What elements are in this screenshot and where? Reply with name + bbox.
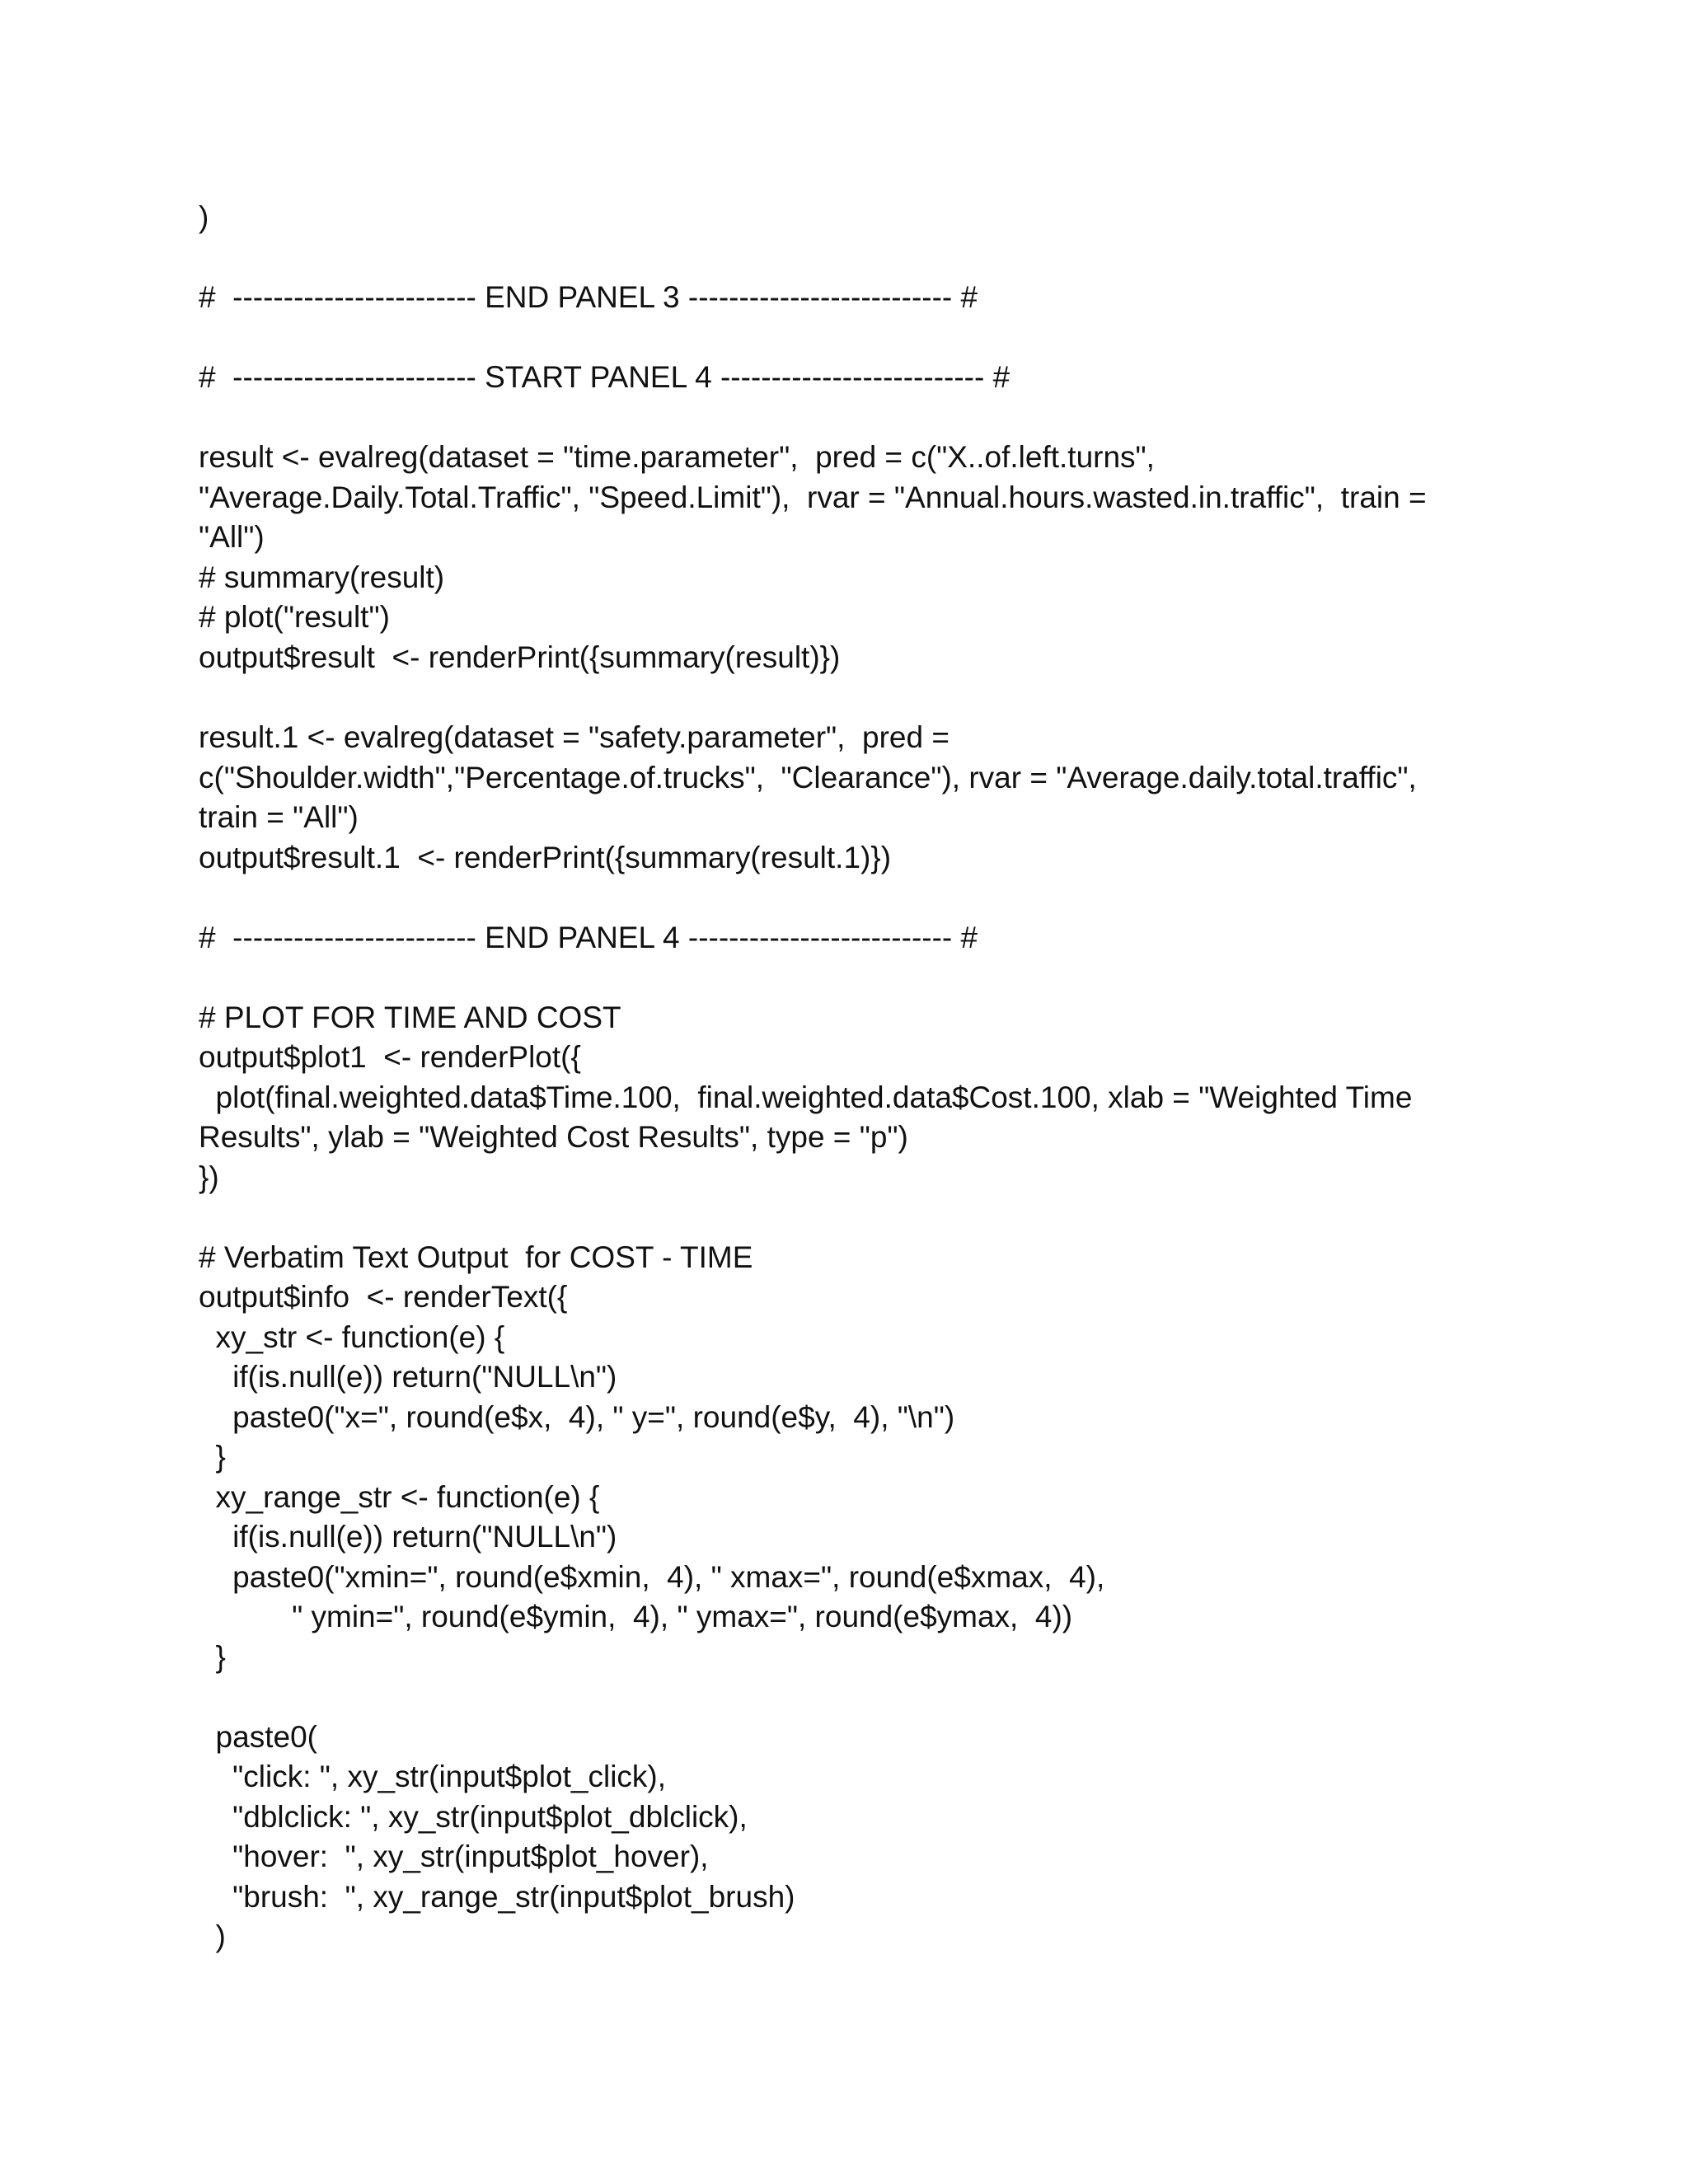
code-line: plot(final.weighted.data$Time.100, final.weighted.data$Cost.100, xlab = "Weighted Time bbox=[199, 1080, 1413, 1114]
code-line: output$result.1 <- renderPrint({summary(result.1)}) bbox=[199, 841, 892, 874]
comment-line-end-panel-4: # ------------------------ END PANEL 4 -------------------------- # bbox=[199, 921, 978, 954]
code-line: output$result <- renderPrint({summary(result)}) bbox=[199, 640, 841, 674]
code-line: train = "All") bbox=[199, 800, 359, 834]
code-line: xy_str <- function(e) { bbox=[199, 1320, 505, 1354]
comment-line-start-panel-4: # ------------------------ START PANEL 4 -------------------------- # bbox=[199, 360, 1010, 394]
code-line: xy_range_str <- function(e) { bbox=[199, 1480, 600, 1514]
code-line: paste0("xmin=", round(e$xmin, 4), " xmax=", round(e$xmax, 4), bbox=[199, 1560, 1105, 1594]
code-line: output$info <- renderText({ bbox=[199, 1280, 568, 1314]
comment-line-plot-heading: # PLOT FOR TIME AND COST bbox=[199, 1001, 621, 1034]
code-line: paste0("x=", round(e$x, 4), " y=", round(e$y, 4), "\n") bbox=[199, 1400, 955, 1434]
code-line: ) bbox=[199, 200, 209, 234]
code-line: if(is.null(e)) return("NULL\n") bbox=[199, 1360, 617, 1394]
code-line: "All") bbox=[199, 520, 265, 554]
code-line: result.1 <- evalreg(dataset = "safety.parameter", pred = bbox=[199, 720, 950, 754]
code-line: output$plot1 <- renderPlot({ bbox=[199, 1040, 581, 1074]
code-line: }) bbox=[199, 1160, 219, 1194]
code-line: if(is.null(e)) return("NULL\n") bbox=[199, 1520, 617, 1554]
comment-line-end-panel-3: # ------------------------ END PANEL 3 -------------------------- # bbox=[199, 280, 978, 314]
code-line: } bbox=[199, 1440, 226, 1474]
code-line: # summary(result) bbox=[199, 560, 445, 594]
code-line: "dblclick: ", xy_str(input$plot_dblclick), bbox=[199, 1800, 748, 1834]
code-line: Results", ylab = "Weighted Cost Results", type = "p") bbox=[199, 1120, 908, 1154]
code-line: paste0( bbox=[199, 1720, 317, 1754]
code-line: "Average.Daily.Total.Traffic", "Speed.Limit"), rvar = "Annual.hours.wasted.in.traffic", train = bbox=[199, 480, 1427, 514]
code-line: "click: ", xy_str(input$plot_click), bbox=[199, 1760, 667, 1793]
comment-line-verbatim-heading: # Verbatim Text Output for COST - TIME bbox=[199, 1240, 753, 1274]
code-line: "brush: ", xy_range_str(input$plot_brush) bbox=[199, 1880, 795, 1914]
code-line: "hover: ", xy_str(input$plot_hover), bbox=[199, 1840, 709, 1873]
code-line: result <- evalreg(dataset = "time.parameter", pred = c("X..of.left.turns", bbox=[199, 440, 1155, 474]
code-line: # plot("result") bbox=[199, 600, 390, 634]
code-line: } bbox=[199, 1640, 226, 1674]
code-line: " ymin=", round(e$ymin, 4), " ymax=", round(e$ymax, 4)) bbox=[199, 1600, 1073, 1633]
code-line: c("Shoulder.width","Percentage.of.trucks", "Clearance"), rvar = "Average.daily.total.traffic", bbox=[199, 761, 1417, 794]
code-line: ) bbox=[199, 1919, 226, 1953]
